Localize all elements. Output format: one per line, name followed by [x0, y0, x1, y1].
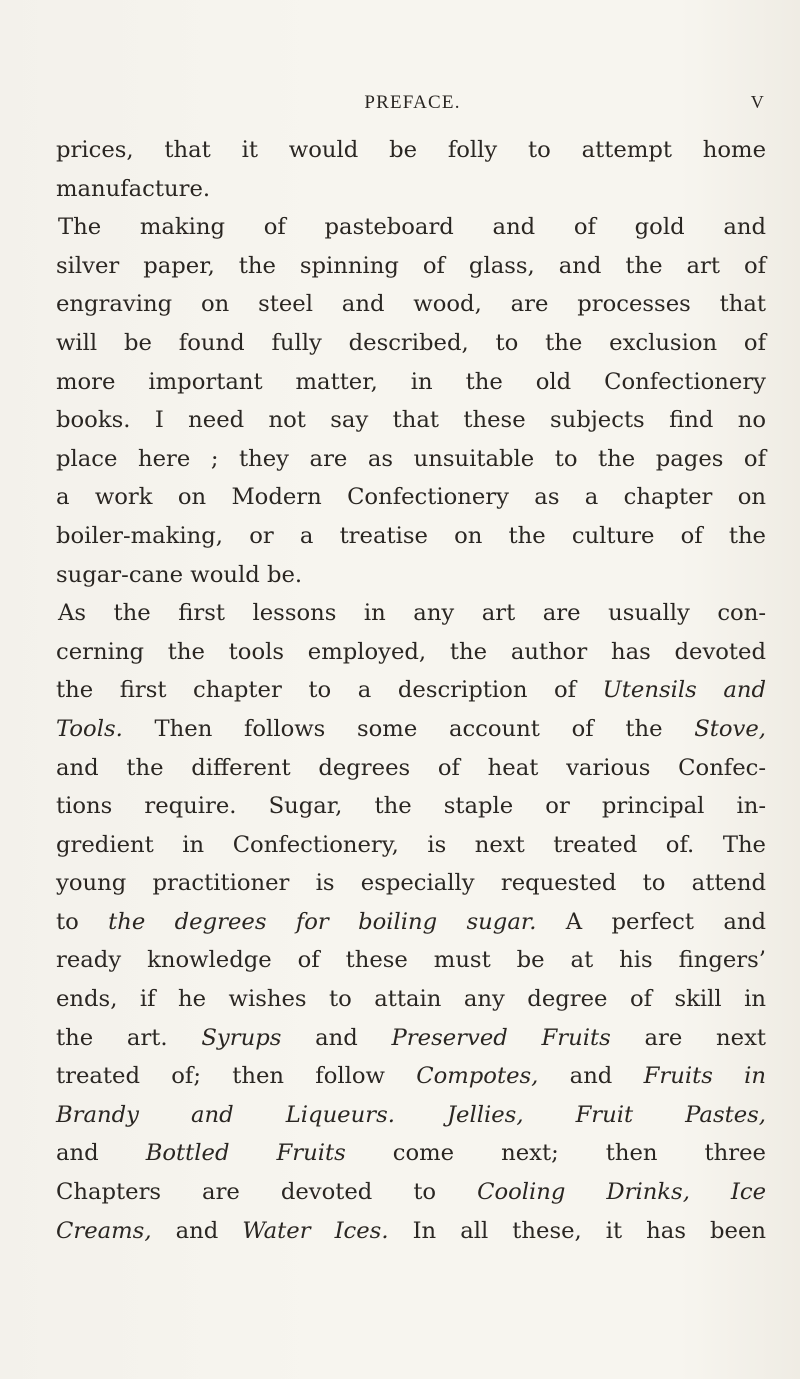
text-run: are next: [610, 1024, 767, 1051]
text-run: books. I need not say that these subjects find no: [56, 407, 766, 434]
text-line: [56, 633, 766, 672]
text-run: Then follows some account of the: [122, 715, 695, 742]
text-run: A perfect and: [536, 908, 766, 935]
italic-text-run: Utensils and: [602, 677, 766, 704]
page-number: V: [750, 92, 765, 112]
body-text: [56, 131, 766, 1250]
text-run: ready knowledge of these must be at his fingers’: [56, 947, 766, 974]
text-run: The making of pasteboard and of gold and: [58, 214, 766, 241]
text-line: [56, 826, 766, 865]
italic-text-run: Tools.: [56, 715, 123, 742]
text-line: [56, 1173, 766, 1212]
text-line: [56, 131, 766, 170]
italic-text-run: Cooling Drinks, Ice: [477, 1179, 766, 1206]
text-run: to: [56, 908, 109, 935]
text-line: [56, 1019, 766, 1058]
text-line: [56, 517, 766, 556]
text-run: and: [151, 1217, 243, 1244]
italic-text-run: Syrups: [201, 1024, 282, 1051]
text-run: and: [56, 1140, 146, 1167]
text-run: come next; then three: [345, 1140, 766, 1167]
text-line: [56, 864, 766, 903]
text-line: [56, 208, 766, 247]
italic-text-run: Creams,: [56, 1217, 152, 1244]
text-run: cerning the tools employed, the author has devoted: [56, 638, 766, 665]
text-run: and the different degrees of heat various Confec-: [56, 754, 766, 781]
italic-text-run: Compotes,: [416, 1063, 539, 1090]
text-line: [56, 401, 766, 440]
running-head: [60, 92, 765, 120]
text-run: engraving on steel and wood, are processes that: [56, 291, 766, 318]
text-line: [56, 1096, 766, 1135]
italic-text-run: Fruits in: [643, 1063, 766, 1090]
text-run: young practitioner is especially requested to attend: [56, 870, 766, 897]
text-run: As the first lessons in any art are usually con-: [58, 600, 766, 627]
text-line: [56, 903, 766, 942]
text-run: a work on Modern Confectionery as a chapter on: [56, 484, 766, 511]
text-run: place here ; they are as unsuitable to the pages of: [56, 445, 766, 472]
text-run: more important matter, in the old Confectionery: [56, 368, 766, 395]
text-run: In all these, it has been: [388, 1217, 766, 1244]
text-line: [56, 285, 766, 324]
text-run: the art.: [56, 1024, 202, 1051]
text-line: [56, 556, 766, 595]
text-line: [56, 749, 766, 788]
text-run: tions require. Sugar, the staple or principal in-: [56, 793, 766, 820]
running-head-title: PREFACE.: [364, 92, 461, 113]
text-line: [56, 324, 766, 363]
text-run: the first chapter to a description of: [56, 677, 603, 704]
text-run: treated of; then follow: [56, 1063, 417, 1090]
text-line: [56, 247, 766, 286]
text-run: and: [538, 1063, 644, 1090]
text-line: [56, 787, 766, 826]
text-line: [56, 671, 766, 710]
text-run: sugar-cane would be.: [56, 561, 303, 588]
italic-text-run: the degrees for boiling sugar.: [108, 908, 537, 935]
text-line: [56, 594, 766, 633]
text-run: and: [281, 1024, 392, 1051]
italic-text-run: Preserved Fruits: [391, 1024, 611, 1051]
text-line: [56, 941, 766, 980]
italic-text-run: Brandy and Liqueurs. Jellies, Fruit Pastes,: [56, 1101, 766, 1128]
text-run: prices, that it would be folly to attempt home: [56, 137, 766, 163]
italic-text-run: Water Ices.: [242, 1217, 389, 1244]
text-run: will be found fully described, to the exclusion of: [56, 329, 766, 356]
text-run: Chapters are devoted to: [56, 1179, 478, 1206]
text-line: [56, 170, 766, 209]
text-run: ends, if he wishes to attain any degree of skill in: [56, 986, 766, 1013]
text-line: [56, 710, 766, 749]
text-line: [56, 478, 766, 517]
text-run: gredient in Confectionery, is next treated of. The: [56, 831, 766, 858]
text-line: [56, 980, 766, 1019]
text-run: manufacture.: [56, 175, 211, 202]
text-line: [56, 1212, 766, 1251]
text-line: [56, 440, 766, 479]
text-run: boiler-making, or a treatise on the culture of the: [56, 522, 766, 549]
text-run: silver paper, the spinning of glass, and the art of: [56, 252, 766, 279]
text-line: [56, 363, 766, 402]
italic-text-run: Stove,: [694, 715, 766, 742]
italic-text-run: Bottled Fruits: [145, 1140, 346, 1167]
text-line: [56, 1057, 766, 1096]
text-line: [56, 1134, 766, 1173]
